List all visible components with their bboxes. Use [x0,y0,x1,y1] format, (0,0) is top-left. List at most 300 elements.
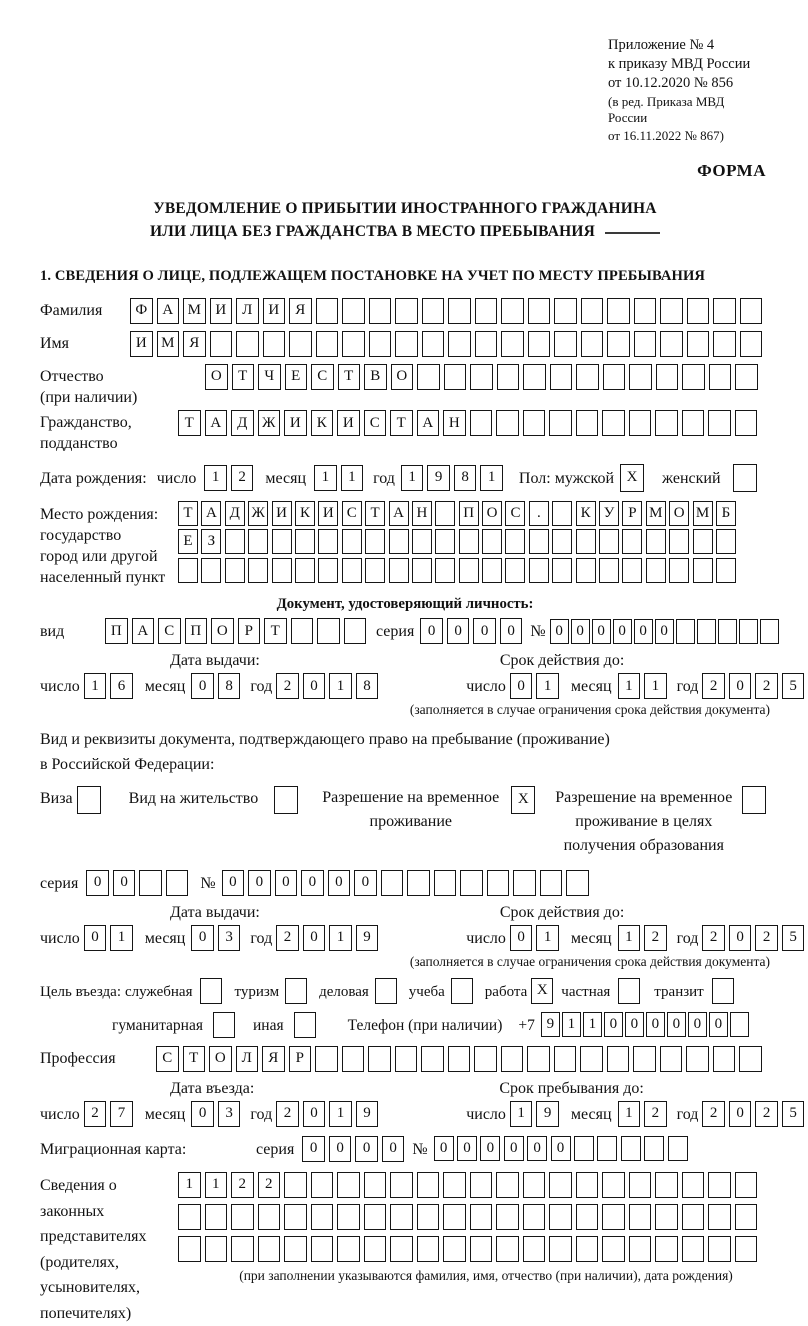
char-box[interactable]: Т [264,618,287,644]
char-box[interactable]: 0 [191,673,214,699]
char-box[interactable] [713,298,736,324]
char-box[interactable] [505,558,525,583]
char-box[interactable] [576,1204,599,1230]
char-box[interactable] [597,1136,617,1161]
char-box[interactable]: О [669,501,689,526]
char-box[interactable] [682,1204,705,1230]
char-box[interactable] [451,978,473,1004]
char-box[interactable] [284,1236,307,1262]
char-box[interactable] [200,978,222,1004]
char-box[interactable] [602,1172,625,1198]
char-box[interactable] [274,786,298,814]
char-box[interactable] [742,786,766,814]
char-box[interactable] [523,1236,546,1262]
char-box[interactable]: 0 [550,619,569,644]
char-box[interactable] [607,331,630,357]
char-box[interactable] [482,529,502,554]
char-box[interactable] [289,331,312,357]
char-box[interactable] [342,529,362,554]
char-box[interactable]: З [201,529,221,554]
char-box[interactable]: 2 [755,673,778,699]
char-box[interactable] [708,1204,731,1230]
char-box[interactable]: 0 [303,925,326,951]
char-box[interactable]: М [183,298,206,324]
char-box[interactable] [178,558,198,583]
char-box[interactable] [603,364,626,390]
char-box[interactable] [272,558,292,583]
char-box[interactable]: Р [622,501,642,526]
char-box[interactable] [529,558,549,583]
char-box[interactable] [697,619,716,644]
char-box[interactable] [369,331,392,357]
char-box[interactable] [708,410,731,436]
char-box[interactable] [602,410,625,436]
char-box[interactable]: О [209,1046,232,1072]
char-box[interactable]: 0 [729,673,752,699]
char-box[interactable]: 8 [454,465,477,491]
char-box[interactable]: 2 [276,925,299,951]
char-box[interactable]: 2 [755,925,778,951]
char-box[interactable] [716,529,736,554]
char-box[interactable]: 1 [510,1101,533,1127]
char-box[interactable]: С [156,1046,179,1072]
char-box[interactable] [599,558,619,583]
char-box[interactable]: 1 [205,1172,228,1198]
char-box[interactable]: С [505,501,525,526]
char-box[interactable] [687,331,710,357]
char-box[interactable]: 0 [667,1012,686,1037]
char-box[interactable]: 0 [191,925,214,951]
char-box[interactable]: Т [232,364,255,390]
char-box[interactable] [739,619,758,644]
char-box[interactable]: 0 [275,870,298,896]
char-box[interactable]: 0 [592,619,611,644]
char-box[interactable] [475,331,498,357]
char-box[interactable]: Р [289,1046,312,1072]
char-box[interactable]: 2 [702,673,725,699]
char-box[interactable]: 1 [618,673,641,699]
char-box[interactable]: 1 [341,465,364,491]
char-box[interactable] [470,410,493,436]
char-box[interactable]: 1 [583,1012,602,1037]
char-box[interactable] [422,298,445,324]
char-box[interactable] [443,1204,466,1230]
char-box[interactable]: Ж [248,501,268,526]
char-box[interactable]: 2 [644,1101,667,1127]
char-box[interactable]: М [157,331,180,357]
char-box[interactable] [435,529,455,554]
char-box[interactable]: 2 [755,1101,778,1127]
char-box[interactable] [629,1204,652,1230]
char-box[interactable]: 1 [329,673,352,699]
char-box[interactable]: 0 [527,1136,547,1161]
char-box[interactable] [294,1012,316,1038]
char-box[interactable]: 2 [84,1101,107,1127]
char-box[interactable] [248,529,268,554]
char-box[interactable]: 0 [688,1012,707,1037]
char-box[interactable] [381,870,404,896]
char-box[interactable] [607,298,630,324]
char-box[interactable] [602,1204,625,1230]
char-box[interactable] [417,364,440,390]
char-box[interactable] [166,870,189,896]
char-box[interactable]: 1 [536,673,559,699]
char-box[interactable]: С [311,364,334,390]
char-box[interactable] [497,364,520,390]
char-box[interactable]: . [529,501,549,526]
char-box[interactable] [482,558,502,583]
char-box[interactable] [549,1204,572,1230]
char-box[interactable]: Д [225,501,245,526]
char-box[interactable]: 0 [571,619,590,644]
char-box[interactable]: И [272,501,292,526]
char-box[interactable]: П [105,618,128,644]
char-box[interactable] [735,1236,758,1262]
char-box[interactable]: Р [238,618,261,644]
char-box[interactable] [395,298,418,324]
char-box[interactable]: И [263,298,286,324]
char-box[interactable]: 0 [729,1101,752,1127]
char-box[interactable] [231,1204,254,1230]
char-box[interactable] [735,1172,758,1198]
char-box[interactable] [655,1204,678,1230]
char-box[interactable] [263,331,286,357]
char-box[interactable] [390,1204,413,1230]
char-box[interactable] [205,1236,228,1262]
char-box[interactable] [295,529,315,554]
char-box[interactable] [213,1012,235,1038]
char-box[interactable] [337,1204,360,1230]
char-box[interactable]: К [295,501,315,526]
char-box[interactable]: П [185,618,208,644]
char-box[interactable]: А [201,501,221,526]
char-box[interactable] [412,558,432,583]
char-box[interactable]: 0 [655,619,674,644]
char-box[interactable] [669,529,689,554]
char-box[interactable] [496,410,519,436]
char-box[interactable] [342,331,365,357]
char-box[interactable]: 1 [644,673,667,699]
char-box[interactable]: Я [183,331,206,357]
char-box[interactable] [258,1236,281,1262]
char-box[interactable] [435,501,455,526]
char-box[interactable] [629,1172,652,1198]
char-box[interactable] [655,1236,678,1262]
char-box[interactable]: 5 [782,673,805,699]
char-box[interactable] [576,1236,599,1262]
char-box[interactable]: 0 [729,925,752,951]
char-box[interactable] [529,529,549,554]
char-box[interactable] [284,1172,307,1198]
char-box[interactable]: 0 [328,870,351,896]
char-box[interactable]: 2 [276,673,299,699]
char-box[interactable]: 0 [613,619,632,644]
char-box[interactable] [258,1204,281,1230]
char-box[interactable] [421,1046,444,1072]
char-box[interactable] [412,529,432,554]
char-box[interactable] [735,364,758,390]
char-box[interactable]: 9 [536,1101,559,1127]
char-box[interactable] [470,1172,493,1198]
char-box[interactable] [528,298,551,324]
char-box[interactable]: Е [285,364,308,390]
char-box[interactable] [316,331,339,357]
char-box[interactable] [581,298,604,324]
char-box[interactable]: Ф [130,298,153,324]
char-box[interactable]: Т [365,501,385,526]
char-box[interactable] [448,1046,471,1072]
char-box[interactable] [272,529,292,554]
char-box[interactable] [733,464,757,492]
char-box[interactable] [622,558,642,583]
char-box[interactable]: 2 [702,1101,725,1127]
char-box[interactable]: А [205,410,228,436]
char-box[interactable] [552,501,572,526]
char-box[interactable] [317,618,340,644]
char-box[interactable]: 5 [782,1101,805,1127]
char-box[interactable] [365,529,385,554]
char-box[interactable] [389,529,409,554]
char-box[interactable] [248,558,268,583]
char-box[interactable] [656,364,679,390]
char-box[interactable] [470,364,493,390]
char-box[interactable] [566,870,589,896]
char-box[interactable] [178,1236,201,1262]
char-box[interactable] [311,1236,334,1262]
char-box[interactable] [574,1136,594,1161]
char-box[interactable]: 8 [356,673,379,699]
char-box[interactable]: 0 [457,1136,477,1161]
char-box[interactable]: 1 [329,1101,352,1127]
char-box[interactable]: 1 [536,925,559,951]
char-box[interactable]: 1 [618,1101,641,1127]
char-box[interactable] [470,1236,493,1262]
char-box[interactable] [540,870,563,896]
char-box[interactable]: 9 [356,925,379,951]
char-box[interactable] [527,1046,550,1072]
char-box[interactable] [501,331,524,357]
char-box[interactable] [708,1236,731,1262]
char-box[interactable]: И [210,298,233,324]
char-box[interactable] [668,1136,688,1161]
char-box[interactable]: 2 [231,465,254,491]
char-box[interactable]: Т [178,501,198,526]
char-box[interactable] [716,558,736,583]
char-box[interactable] [210,331,233,357]
char-box[interactable]: С [364,410,387,436]
char-box[interactable] [501,1046,524,1072]
char-box[interactable] [682,1236,705,1262]
char-box[interactable] [629,1236,652,1262]
char-box[interactable]: С [158,618,181,644]
char-box[interactable] [712,978,734,1004]
char-box[interactable] [740,331,763,357]
char-box[interactable] [713,331,736,357]
char-box[interactable] [760,619,779,644]
char-box[interactable] [687,298,710,324]
char-box[interactable]: 0 [420,618,443,644]
char-box[interactable]: 0 [473,618,496,644]
char-box[interactable] [285,978,307,1004]
char-box[interactable]: 2 [702,925,725,951]
char-box[interactable] [443,1236,466,1262]
char-box[interactable] [291,618,314,644]
char-box[interactable]: 0 [248,870,271,896]
char-box[interactable]: 0 [329,1136,352,1162]
char-box[interactable]: X [620,464,644,492]
char-box[interactable] [634,298,657,324]
char-box[interactable] [513,870,536,896]
char-box[interactable]: 0 [447,618,470,644]
char-box[interactable]: 0 [604,1012,623,1037]
char-box[interactable]: 9 [427,465,450,491]
char-box[interactable] [693,529,713,554]
char-box[interactable]: Д [231,410,254,436]
char-box[interactable]: А [157,298,180,324]
char-box[interactable] [709,364,732,390]
char-box[interactable] [407,870,430,896]
char-box[interactable]: 1 [314,465,337,491]
char-box[interactable] [344,618,367,644]
char-box[interactable] [364,1204,387,1230]
char-box[interactable]: И [130,331,153,357]
char-box[interactable]: Т [178,410,201,436]
char-box[interactable] [618,978,640,1004]
char-box[interactable] [655,410,678,436]
char-box[interactable] [389,558,409,583]
char-box[interactable] [523,1204,546,1230]
char-box[interactable] [523,364,546,390]
char-box[interactable]: О [482,501,502,526]
char-box[interactable] [646,529,666,554]
char-box[interactable] [375,978,397,1004]
char-box[interactable] [225,529,245,554]
char-box[interactable] [496,1236,519,1262]
char-box[interactable]: П [459,501,479,526]
char-box[interactable] [629,364,652,390]
char-box[interactable] [682,1172,705,1198]
char-box[interactable] [364,1172,387,1198]
char-box[interactable] [523,1172,546,1198]
char-box[interactable]: Ж [258,410,281,436]
char-box[interactable] [581,331,604,357]
char-box[interactable] [655,1172,678,1198]
char-box[interactable] [443,1172,466,1198]
char-box[interactable] [337,1236,360,1262]
char-box[interactable]: 0 [113,870,136,896]
char-box[interactable]: 6 [110,673,133,699]
char-box[interactable] [459,558,479,583]
char-box[interactable]: X [531,978,553,1004]
char-box[interactable] [311,1204,334,1230]
char-box[interactable] [686,1046,709,1072]
char-box[interactable]: 2 [258,1172,281,1198]
char-box[interactable]: 8 [218,673,241,699]
char-box[interactable] [607,1046,630,1072]
char-box[interactable] [496,1204,519,1230]
char-box[interactable]: А [132,618,155,644]
char-box[interactable]: И [318,501,338,526]
char-box[interactable]: 0 [634,619,653,644]
char-box[interactable] [576,410,599,436]
char-box[interactable] [549,410,572,436]
char-box[interactable] [682,410,705,436]
char-box[interactable]: 0 [510,673,533,699]
char-box[interactable]: В [364,364,387,390]
char-box[interactable]: 7 [110,1101,133,1127]
char-box[interactable] [501,298,524,324]
char-box[interactable]: Е [178,529,198,554]
char-box[interactable] [448,331,471,357]
char-box[interactable] [417,1172,440,1198]
char-box[interactable]: 0 [500,618,523,644]
char-box[interactable]: 0 [354,870,377,896]
char-box[interactable] [459,529,479,554]
char-box[interactable]: 3 [218,925,241,951]
char-box[interactable] [395,1046,418,1072]
char-box[interactable] [470,1204,493,1230]
char-box[interactable]: М [646,501,666,526]
char-box[interactable]: Я [262,1046,285,1072]
char-box[interactable] [311,1172,334,1198]
char-box[interactable]: О [205,364,228,390]
char-box[interactable] [365,558,385,583]
char-box[interactable]: 3 [218,1101,241,1127]
char-box[interactable] [693,558,713,583]
char-box[interactable]: 0 [302,1136,325,1162]
char-box[interactable]: 1 [110,925,133,951]
char-box[interactable] [390,1236,413,1262]
char-box[interactable] [660,331,683,357]
char-box[interactable]: 0 [355,1136,378,1162]
char-box[interactable] [554,298,577,324]
char-box[interactable] [669,558,689,583]
char-box[interactable] [337,1172,360,1198]
char-box[interactable]: 1 [562,1012,581,1037]
char-box[interactable] [444,364,467,390]
char-box[interactable] [487,870,510,896]
char-box[interactable] [629,410,652,436]
char-box[interactable] [231,1236,254,1262]
char-box[interactable] [576,529,596,554]
char-box[interactable]: Л [236,1046,259,1072]
char-box[interactable] [475,298,498,324]
char-box[interactable]: 1 [401,465,424,491]
char-box[interactable] [395,331,418,357]
char-box[interactable] [448,298,471,324]
char-box[interactable] [576,558,596,583]
char-box[interactable]: К [311,410,334,436]
char-box[interactable] [660,298,683,324]
char-box[interactable] [434,870,457,896]
char-box[interactable]: Л [236,298,259,324]
char-box[interactable]: 1 [618,925,641,951]
char-box[interactable]: У [599,501,619,526]
char-box[interactable]: 1 [480,465,503,491]
char-box[interactable] [315,1046,338,1072]
char-box[interactable] [139,870,162,896]
char-box[interactable]: 9 [356,1101,379,1127]
char-box[interactable] [77,786,101,814]
char-box[interactable]: И [337,410,360,436]
char-box[interactable]: О [211,618,234,644]
char-box[interactable]: Ч [258,364,281,390]
char-box[interactable]: 0 [303,1101,326,1127]
char-box[interactable]: 0 [510,925,533,951]
char-box[interactable] [554,331,577,357]
char-box[interactable] [549,1236,572,1262]
char-box[interactable] [390,1172,413,1198]
